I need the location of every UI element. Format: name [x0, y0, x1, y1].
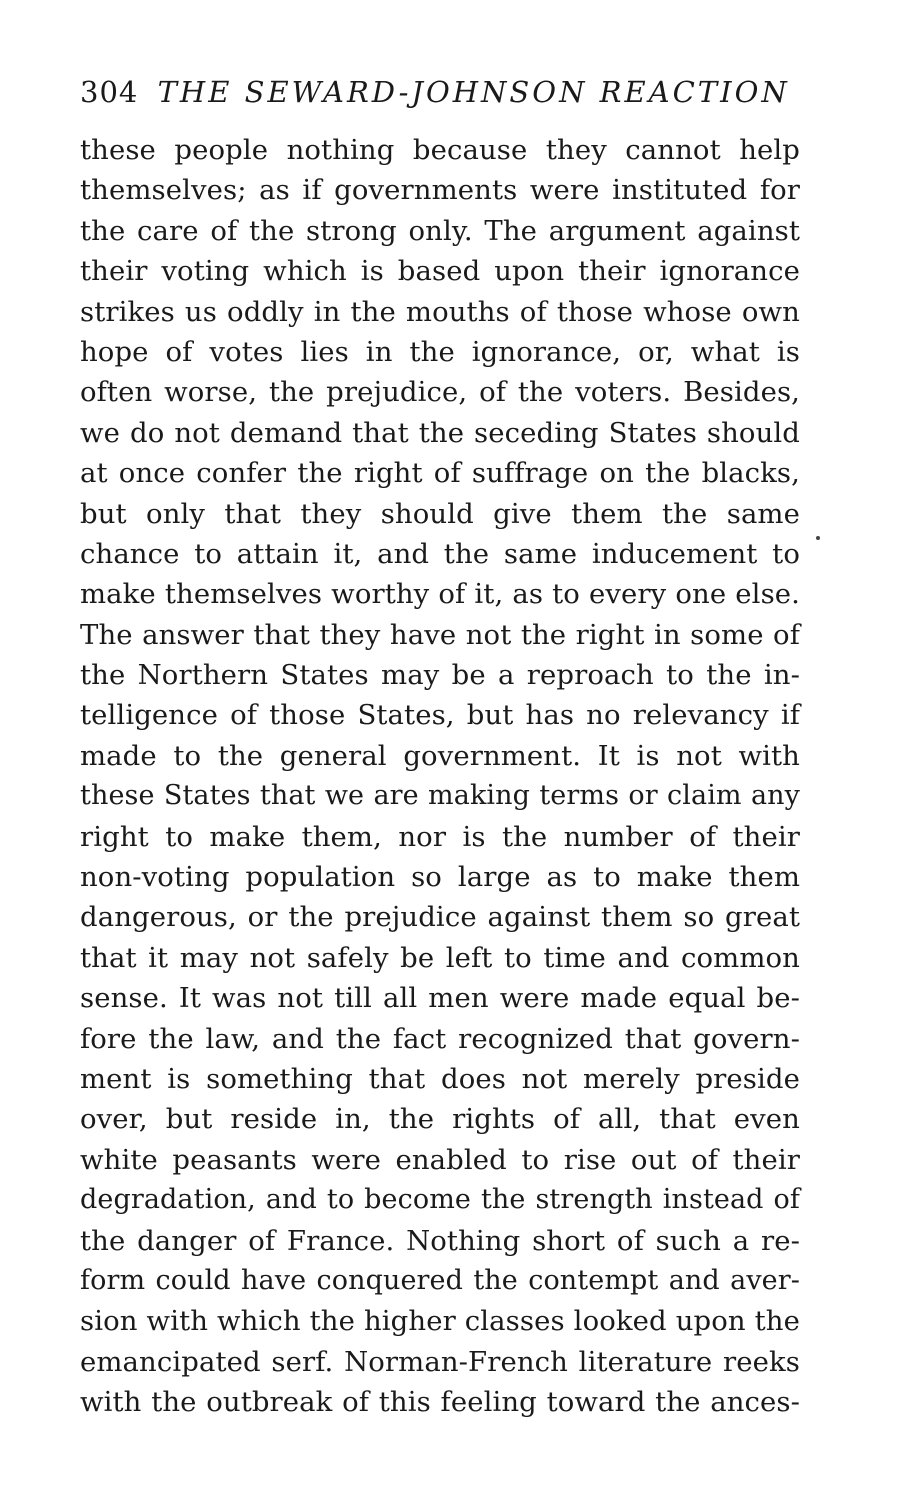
text-line: the Northern States may be a reproach to the in-	[80, 659, 800, 692]
body-text	[80, 130, 800, 1423]
text-line: form could have conquered the contempt and aver-	[80, 1264, 800, 1296]
text-line: make themselves worthy of it, as to every one else.	[80, 578, 800, 611]
text-line: strikes us oddly in the mouths of those whose own	[80, 295, 800, 328]
page-number: 304	[80, 75, 139, 109]
text-line: white peasants were enabled to rise out of their	[80, 1143, 800, 1176]
text-line: telligence of those States, but has no relevancy if	[80, 699, 800, 732]
text-line: non-voting population so large as to make them	[80, 861, 800, 894]
text-line: that it may not safely be left to time and common	[80, 941, 800, 974]
text-line: fore the law, and the fact recognized that govern-	[80, 1022, 800, 1055]
text-line: The answer that they have not the right in some of	[80, 618, 800, 651]
text-line: the care of the strong only. The argument against	[80, 214, 800, 247]
text-line: made to the general government. It is not with	[80, 739, 800, 772]
text-line: these people nothing because they cannot help	[80, 134, 800, 166]
margin-speck	[816, 536, 820, 540]
text-line: at once confer the right of suffrage on the blacks,	[80, 457, 800, 490]
text-line: their voting which is based upon their ignorance	[80, 255, 800, 288]
text-line: but only that they should give them the same	[80, 497, 800, 530]
text-line: dangerous, or the prejudice against them so great	[80, 901, 800, 934]
text-line: hope of votes lies in the ignorance, or, what is	[80, 335, 800, 368]
text-line: we do not demand that the seceding States should	[80, 416, 800, 449]
text-line: themselves; as if governments were instituted for	[80, 174, 800, 207]
text-line: chance to attain it, and the same inducement to	[80, 537, 800, 570]
text-line: sion with which the higher classes looked upon the	[80, 1305, 800, 1338]
text-line: with the outbreak of this feeling toward the ances-	[80, 1386, 800, 1419]
running-head	[80, 72, 800, 112]
text-line: emancipated serf. Norman-French literature reeks	[80, 1345, 800, 1378]
text-line: the danger of France. Nothing short of such a re-	[80, 1224, 800, 1257]
text-line: sense. It was not till all men were made equal be-	[80, 982, 800, 1015]
text-line: often worse, the prejudice, of the voters. Besides,	[80, 376, 800, 409]
text-line: ment is something that does not merely preside	[80, 1062, 800, 1095]
running-title: THE SEWARD-JOHNSON REACTION	[157, 75, 790, 109]
text-line: right to make them, nor is the number of their	[80, 820, 800, 853]
text-line: over, but reside in, the rights of all, that even	[80, 1103, 800, 1136]
text-line: degradation, and to become the strength instead of	[80, 1184, 800, 1216]
text-line: these States that we are making terms or claim any	[80, 780, 800, 812]
